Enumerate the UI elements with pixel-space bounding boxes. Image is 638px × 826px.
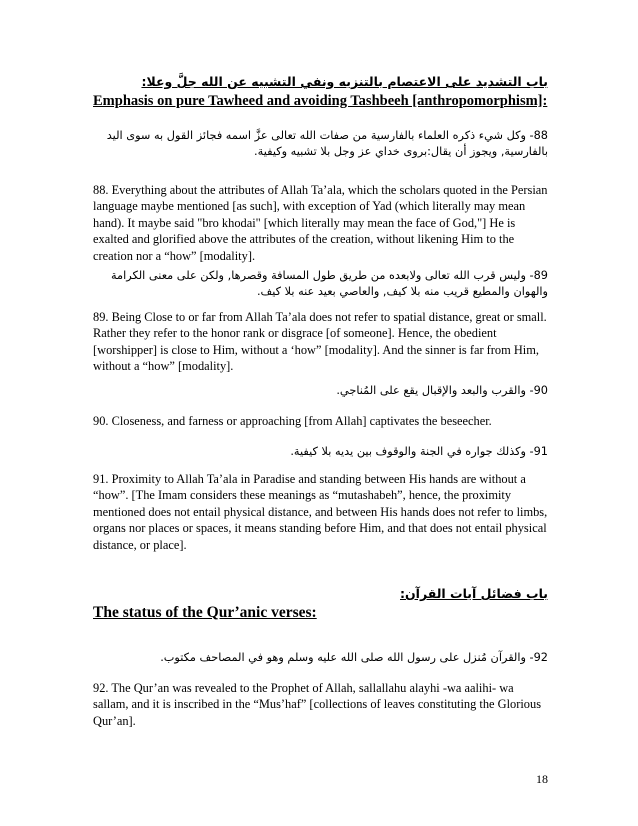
document-page: [93, 0, 548, 826]
arabic-paragraph-89: 89- وليس قرب الله تعالى ولابعده من طريق طول المسافة وقصرها, ولكن على معنى الكرامة والهوان والمطيع قريب منه بلا كيف, والعاصي بعيد عنه بلا كيف.: [110, 269, 548, 298]
arabic-section-heading: باب التشديد على الاعتصام بالتنزيه ونفي التشبيه عن الله جلَّ وعلا:: [141, 74, 548, 89]
arabic-paragraph-88: 88- وكل شيء ذكره العلماء بالفارسية من صفات الله تعالى عزَّ اسمه فجائز القول به سوى اليد بالفارسية, ويجوز أن يقال:بروى خداي عز وجل بلا تشبيه وكيفية.: [106, 129, 548, 158]
english-paragraph-88: 88. Everything about the attributes of Allah Ta’ala, which the scholars quoted in the Persian language maybe mentioned [as such], with exception of Yad (which literally may mean hand). It maybe said "bro khodai" [which literally may mean the face of God,"] He is exalted and glorified above the attributes of the creation, without likening Him to the creation nor a “how” [modality].: [93, 183, 548, 263]
arabic-paragraph-92: 92- والقرآن مُنزل على رسول الله صلى الله عليه وسلم وهو في المصاحف مكتوب.: [160, 651, 548, 664]
arabic-paragraph-90: 90- والقرب والبعد والإقبال يقع على المُناجي.: [336, 384, 548, 397]
english-paragraph-89: 89. Being Close to or far from Allah Ta’ala does not refer to spatial distance, great or small. Rather they refer to the honor rank or disgrace [of someone]. Hence, the obedient [worshipper] is close to Him, without a ‘how” [modality]. And the sinner is far from Him, without a “how” [modality].: [93, 310, 547, 374]
arabic-section-heading-2: باب فضائل آيات القرآن:: [400, 586, 548, 601]
english-paragraph-90: 90. Closeness, and farness or approaching [from Allah] captivates the beseecher.: [93, 414, 492, 428]
english-paragraph-91: 91. Proximity to Allah Ta’ala in Paradise and standing between His hands are without a “how”. [The Imam considers these meanings as “mutashabeh”, hence, the proximity mentioned does not entail physical distance, and between His hands does not refer to limbs, organs nor places or spaces, it means standing before Him, and that does not entail physical distance, or place].: [93, 472, 548, 552]
english-paragraph-92: 92. The Qur’an was revealed to the Prophet of Allah, sallallahu alayhi -wa aalihi- wa sallam, and it is inscribed in the “Mus’haf” [collections of leaves constituting the Glorious Qur’an].: [93, 681, 542, 728]
page-number: 18: [536, 772, 548, 786]
arabic-paragraph-91: 91- وكذلك جواره في الجنة والوقوف بين يديه بلا كيفية.: [290, 445, 548, 458]
english-section-heading: Emphasis on pure Tawheed and avoiding Tashbeeh [anthropomorphism]:: [93, 93, 548, 109]
english-section-heading-2: The status of the Qur’anic verses:: [93, 604, 317, 621]
